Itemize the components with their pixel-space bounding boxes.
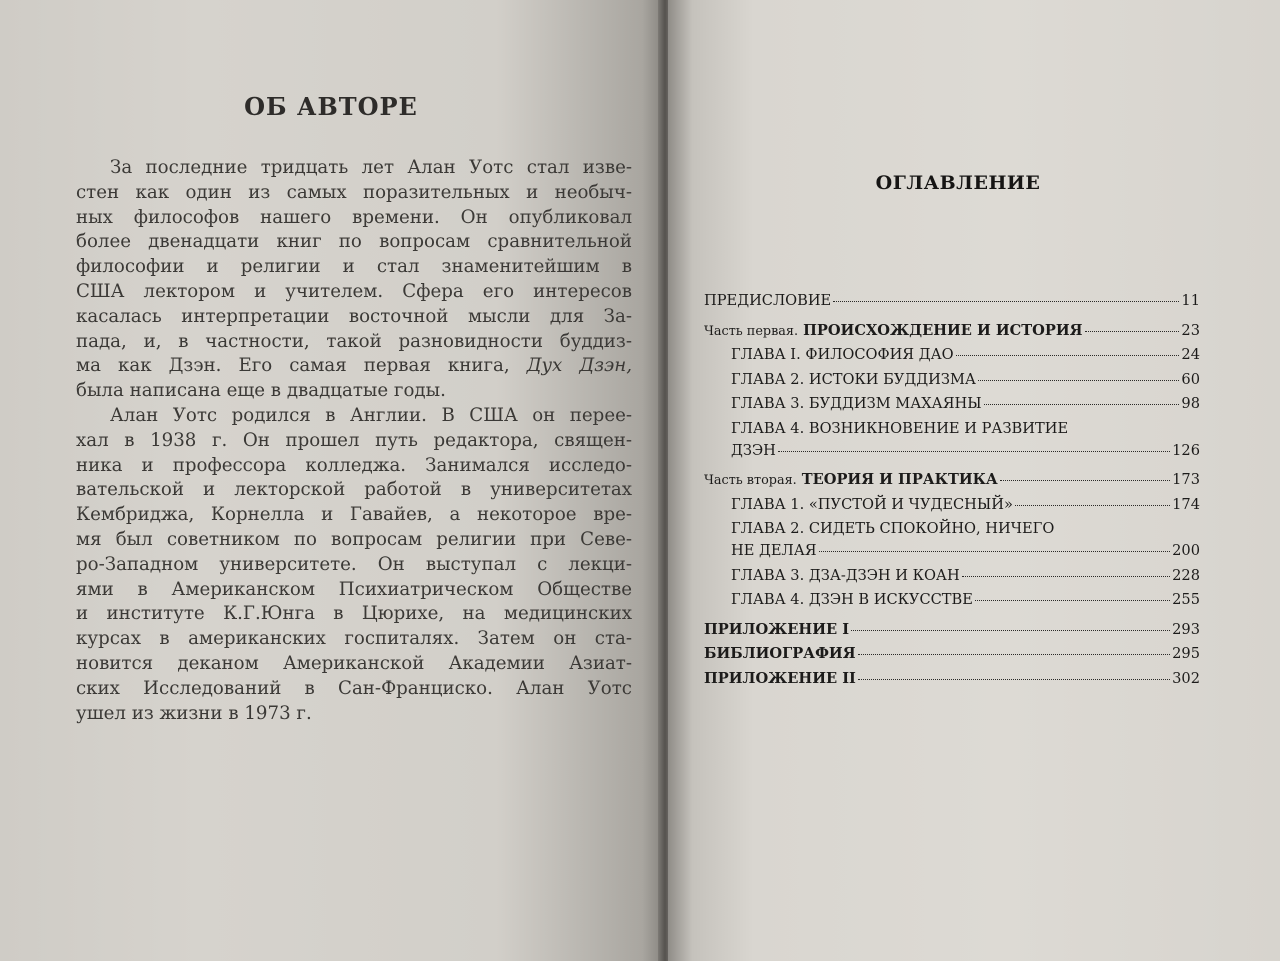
toc-entry-bibliography[interactable] [704,645,1200,670]
text-line: более двенадцати книг по вопросам сравнительной [76,231,632,253]
toc-entry-label: БИБЛИОГРАФИЯ [704,645,856,662]
toc-page-number: 174 [1172,495,1200,513]
text-line: ных философов нашего времени. Он опубликовал [76,206,632,228]
about-author-text [76,156,632,726]
table-of-contents [704,292,1200,694]
toc-entry-label: ГЛАВА 2. ИСТОКИ БУДДИЗМА [731,370,976,388]
toc-entry-label: ДЗЭН [731,441,776,459]
toc-entry-label: ПРИЛОЖЕНИЕ I [704,620,850,638]
toc-entry-chapter[interactable] [704,567,1200,592]
toc-page-number: 126 [1172,441,1200,459]
toc-leader-dots [1015,505,1170,506]
toc-entry-label: ГЛАВА 3. БУДДИЗМ МАХАЯНЫ [731,395,982,412]
toc-entry-appendix-2[interactable] [704,670,1200,695]
text-line: стен как один из самых поразительных и необыч- [76,181,632,203]
text-line: новится деканом Американской Академии Азиат- [76,652,632,674]
toc-entry-part-one[interactable] [704,322,1200,347]
toc-page-number: 293 [1172,620,1200,638]
toc-heading: ОГЛАВЛЕНИЕ [875,172,1041,194]
toc-leader-dots [858,679,1170,680]
toc-page-number: 255 [1172,591,1200,608]
toc-entry-label: ПРОИСХОЖДЕНИЕ И ИСТОРИЯ [803,321,1083,339]
about-author-heading: ОБ АВТОРЕ [244,92,418,121]
text-line: касалась интерпретации восточной мысли для За- [76,305,632,327]
toc-entry-label: НЕ ДЕЛАЯ [731,542,817,559]
toc-entry-preface[interactable] [704,292,1200,317]
toc-leader-dots [984,404,1180,405]
text-line: философии и религии и стал знаменитейшим в [76,256,632,278]
toc-entry-chapter[interactable] [704,442,1200,467]
toc-page-number: 60 [1181,370,1200,388]
toc-leader-dots [778,451,1170,452]
toc-entry-chapter[interactable] [704,346,1200,371]
toc-leader-dots [975,600,1170,601]
toc-entry-label: ТЕОРИЯ И ПРАКТИКА [801,471,998,488]
text-line: Кембриджа, Корнелла и Гавайев, а некоторое вре- [76,504,632,526]
text-line: ро-Западном университете. Он выступал с лекци- [76,553,632,575]
toc-entry-label: ГЛАВА I. ФИЛОСОФИЯ ДАО [731,346,954,363]
toc-leader-dots [956,355,1180,356]
toc-page-number: 23 [1181,321,1200,339]
text-line: ских Исследований в Сан-Франциско. Алан Уотс [76,677,632,699]
toc-page-number: 295 [1172,645,1200,662]
toc-entry-label-line1: ГЛАВА 4. ВОЗНИКНОВЕНИЕ И РАЗВИТИЕ [731,419,1069,437]
toc-page-number: 228 [1172,566,1200,584]
toc-page-number: 24 [1181,346,1200,363]
text-line [76,354,632,379]
text-line: ника и профессора колледжа. Занимался исследо- [76,454,632,476]
toc-entry-chapter[interactable] [704,371,1200,396]
toc-entry-part-two[interactable] [704,471,1200,496]
text-line: США лектором и учителем. Сфера его интересов [76,280,632,302]
text-line: Алан Уотс родился в Англии. В США он переe- [110,404,632,426]
text-line: и институте К.Г.Юнга в Цюрихе, на медицинских [76,603,632,625]
toc-entry-appendix-1[interactable] [704,621,1200,646]
toc-leader-dots [858,654,1171,655]
toc-part-prefix: Часть вторая. [704,473,797,488]
text-line: пада, и, в частности, такой разновидности буддиз- [76,330,632,352]
toc-leader-dots [851,630,1170,631]
toc-entry-label: ГЛАВА 1. «ПУСТОЙ И ЧУДЕСНЫЙ» [731,495,1013,513]
toc-page-number: 200 [1172,542,1200,559]
text-line: За последние тридцать лет Алан Уотс стал изве- [110,157,632,178]
text-line: мя был советником по вопросам религии при Севе- [76,528,632,550]
toc-entry-label: ПРИЛОЖЕНИЕ II [704,669,856,687]
toc-entry-label: ПРЕДИСЛОВИЕ [704,292,832,309]
toc-page-number: 98 [1181,395,1200,412]
book-title-italic: Дух Дзэн, [526,355,632,377]
text-line: была написана еще в двадцатые годы. [76,380,446,402]
text-line-part: ма как Дзэн. Его самая первая книга, [76,355,510,377]
toc-entry-chapter[interactable] [704,395,1200,420]
toc-leader-dots [819,551,1171,552]
toc-page-number: 11 [1181,292,1200,309]
toc-entry-label-line1: ГЛАВА 2. СИДЕТЬ СПОКОЙНО, НИЧЕГО [731,520,1055,537]
toc-leader-dots [833,301,1179,302]
toc-page-number: 302 [1172,669,1200,687]
toc-entry-chapter[interactable] [704,496,1200,521]
text-line: ушел из жизни в 1973 г. [76,702,312,724]
toc-entry-chapter[interactable] [704,542,1200,567]
text-line: курсах в американских госпиталях. Затем он ста- [76,628,632,650]
toc-leader-dots [978,380,1179,381]
toc-entry-label: ГЛАВА 4. ДЗЭН В ИСКУССТВЕ [731,591,973,608]
toc-leader-dots [1000,480,1170,481]
toc-entry-label: ГЛАВА 3. ДЗА-ДЗЭН И КОАН [731,566,960,584]
toc-part-prefix: Часть первая. [704,323,799,339]
toc-entry-chapter[interactable] [704,591,1200,616]
text-line: хал в 1938 г. Он прошел путь редактора, священ- [76,429,632,451]
toc-leader-dots [1085,331,1180,332]
toc-leader-dots [962,576,1170,577]
toc-page-number: 173 [1172,471,1200,488]
text-line: вательской и лекторской работой в университетах [76,479,632,501]
text-line: ями в Американском Психиатрическом Обществе [76,578,632,600]
